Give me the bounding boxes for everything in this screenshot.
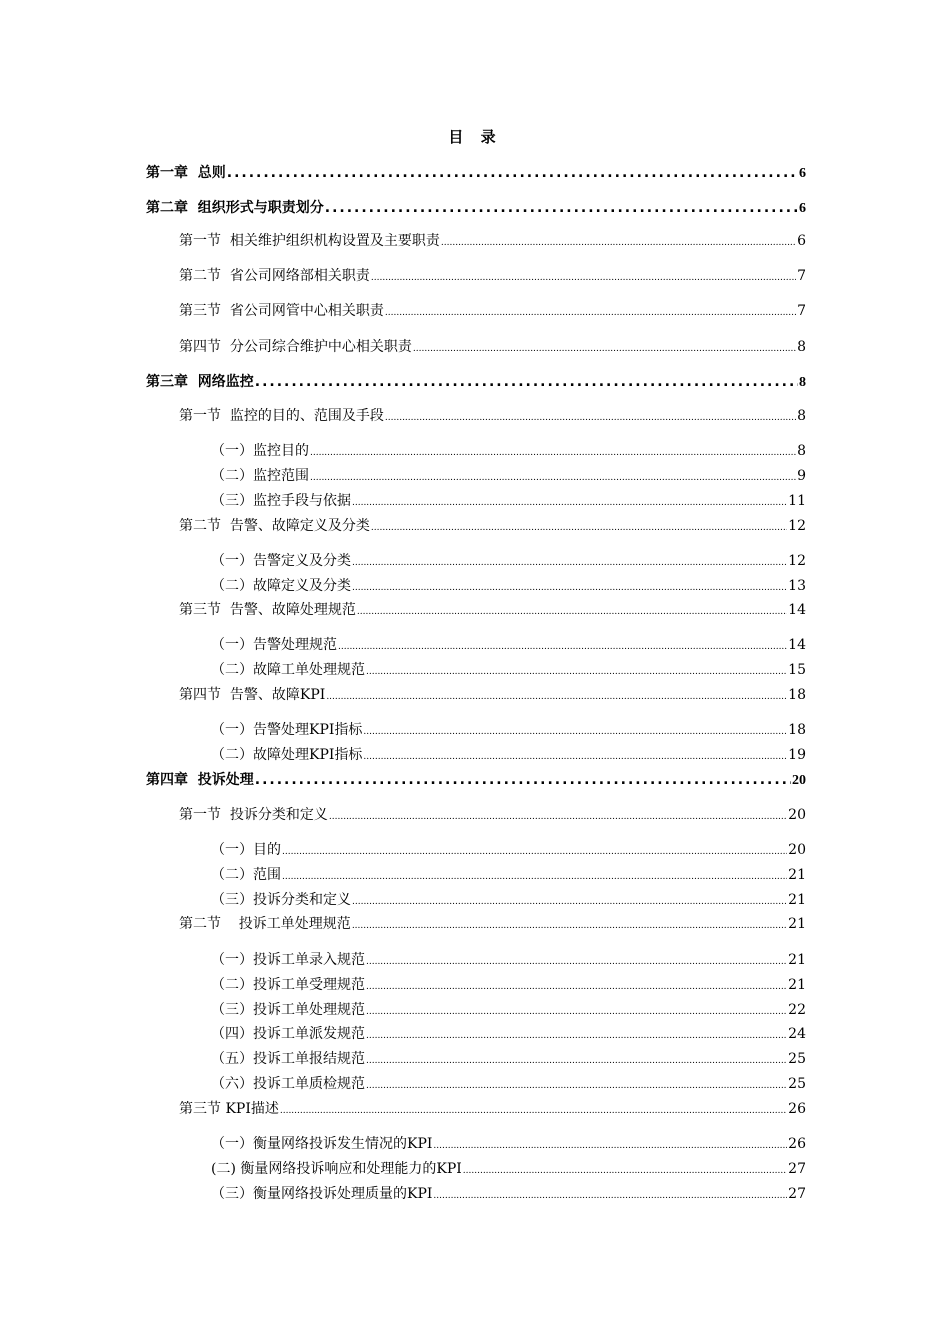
toc-entry-label: 第四节 告警、故障KPI [179, 687, 326, 703]
dot-leader [282, 840, 787, 862]
toc-entry-page: 7 [797, 268, 806, 284]
toc-entry[interactable] [211, 890, 806, 910]
toc-entry-page: 26 [788, 1101, 806, 1117]
toc-entry-label: （二）监控范围 [211, 468, 309, 484]
toc-entry-label: （二）投诉工单受理规范 [211, 977, 365, 993]
toc-entry-label: （三）监控手段与依据 [211, 493, 351, 509]
toc-entry[interactable] [179, 231, 806, 251]
toc-entry-label: （二）故障处理KPI指标 [211, 747, 363, 763]
toc-entry-page: 22 [788, 1002, 806, 1018]
dot-leader [280, 1099, 787, 1121]
toc-entry[interactable] [179, 1099, 806, 1119]
toc-entry-label: （二）范围 [211, 867, 281, 883]
toc-entry[interactable] [146, 198, 806, 218]
toc-entry[interactable] [211, 1184, 806, 1204]
dot-leader [413, 337, 796, 359]
toc-entry-page: 24 [788, 1026, 806, 1042]
dot-leader [433, 1184, 787, 1206]
toc-entry[interactable] [211, 975, 806, 995]
dot-leader [352, 551, 787, 573]
dot-leader [325, 198, 798, 218]
toc-entry-page: 14 [788, 637, 806, 653]
toc-entry-label: （五）投诉工单报结规范 [211, 1051, 365, 1067]
toc-entry-label: （一）投诉工单录入规范 [211, 952, 365, 968]
toc-entry[interactable] [179, 337, 806, 357]
toc-entry-page: 12 [788, 518, 806, 534]
dot-leader [326, 685, 787, 707]
toc-entry-page: 12 [788, 553, 806, 569]
toc-entry[interactable] [211, 441, 806, 461]
toc-entry-label: 第二节 告警、故障定义及分类 [179, 518, 370, 534]
toc-entry[interactable] [179, 516, 806, 536]
dot-leader [255, 770, 791, 790]
dot-leader [310, 466, 796, 488]
toc-entry-page: 27 [788, 1161, 806, 1177]
dot-leader [385, 301, 796, 323]
toc-entry-page: 6 [799, 166, 806, 181]
toc-entry[interactable] [179, 914, 806, 934]
dot-leader [433, 1134, 787, 1156]
dot-leader [366, 1024, 787, 1046]
toc-entry-page: 14 [788, 602, 806, 618]
toc-entry[interactable] [211, 1024, 806, 1044]
toc-entry-label: （三）投诉分类和定义 [211, 892, 351, 908]
toc-entry[interactable] [211, 950, 806, 970]
toc-entry-page: 6 [797, 233, 806, 249]
toc-entry-page: 6 [799, 201, 806, 216]
toc-entry[interactable] [211, 466, 806, 486]
dot-leader [338, 635, 787, 657]
toc-entry[interactable] [211, 1159, 806, 1179]
toc-entry-label: （四）投诉工单派发规范 [211, 1026, 365, 1042]
toc-entry-page: 20 [788, 807, 806, 823]
toc-entry[interactable] [211, 1000, 806, 1020]
dot-leader [357, 600, 787, 622]
toc-entry-page: 21 [788, 867, 806, 883]
dot-leader [441, 231, 796, 253]
toc-entry-page: 8 [799, 375, 806, 390]
toc-entry-page: 21 [788, 977, 806, 993]
toc-entry[interactable] [179, 600, 806, 620]
toc-entry-page: 8 [797, 339, 806, 355]
dot-leader [352, 890, 787, 912]
toc-entry-label: 第一章 总则 [146, 165, 226, 181]
dot-leader [282, 865, 787, 887]
toc-entry[interactable] [211, 1074, 806, 1094]
toc-entry-label: 第三节 省公司网管中心相关职责 [179, 303, 384, 319]
toc-entry-label: （六）投诉工单质检规范 [211, 1076, 365, 1092]
toc-entry-page: 8 [797, 408, 806, 424]
toc-entry-page: 11 [788, 493, 806, 509]
dot-leader [352, 914, 787, 936]
toc-entry-page: 20 [788, 842, 806, 858]
toc-entry-page: 8 [797, 443, 806, 459]
dot-leader [371, 266, 796, 288]
toc-entry-label: 第三章 网络监控 [146, 374, 254, 390]
toc-entry[interactable] [179, 406, 806, 426]
toc-entry[interactable] [211, 840, 806, 860]
toc-entry-page: 9 [797, 468, 806, 484]
toc-entry-label: （一）衡量网络投诉发生情况的KPI [211, 1136, 433, 1152]
toc-entry[interactable] [146, 372, 806, 392]
toc-entry[interactable] [211, 865, 806, 885]
toc-entry[interactable] [211, 635, 806, 655]
toc-entry-label: （一）监控目的 [211, 443, 309, 459]
toc-entry[interactable] [179, 805, 806, 825]
toc-entry-label: （一）告警处理KPI指标 [211, 722, 363, 738]
toc-entry-label: 第三节 KPI描述 [179, 1101, 279, 1117]
toc-entry[interactable] [179, 266, 806, 286]
dot-leader [366, 1074, 787, 1096]
dot-leader [255, 372, 798, 392]
toc-entry-label: 第一节 监控的目的、范围及手段 [179, 408, 384, 424]
dot-leader [366, 975, 787, 997]
toc-entry[interactable] [211, 720, 806, 740]
toc-entry[interactable] [211, 491, 806, 511]
dot-leader [366, 660, 787, 682]
toc-entry-page: 18 [788, 722, 806, 738]
toc-entry[interactable] [179, 301, 806, 321]
toc-title: 目 录 [448, 128, 502, 146]
toc-entry-label: 第四节 分公司综合维护中心相关职责 [179, 339, 412, 355]
toc-entry-page: 25 [788, 1076, 806, 1092]
toc-entry-page: 25 [788, 1051, 806, 1067]
toc-entry-page: 13 [788, 578, 806, 594]
toc-entry-label: （一）目的 [211, 842, 281, 858]
toc-entry[interactable] [211, 1134, 806, 1154]
dot-leader [352, 491, 787, 513]
toc-entry[interactable] [211, 576, 806, 596]
toc-entry-label: 第四章 投诉处理 [146, 772, 254, 788]
dot-leader [371, 516, 787, 538]
toc-entry[interactable] [211, 551, 806, 571]
dot-leader [227, 163, 798, 183]
toc-entry-page: 18 [788, 687, 806, 703]
dot-leader [329, 805, 787, 827]
toc-entry-label: 第一节 相关维护组织机构设置及主要职责 [179, 233, 440, 249]
toc-entry[interactable] [146, 163, 806, 183]
toc-entry-page: 26 [788, 1136, 806, 1152]
toc-entry[interactable] [211, 1049, 806, 1069]
dot-leader [463, 1159, 787, 1181]
toc-entry-page: 27 [788, 1186, 806, 1202]
dot-leader [310, 441, 796, 463]
toc-entry-label: 第三节 告警、故障处理规范 [179, 602, 356, 618]
toc-entry[interactable] [211, 660, 806, 680]
toc-entry-label: （三）投诉工单处理规范 [211, 1002, 365, 1018]
toc-entry[interactable] [211, 745, 806, 765]
toc-entry-label: （一）告警处理规范 [211, 637, 337, 653]
toc-entry[interactable] [146, 770, 806, 790]
toc-entry-label: （一）告警定义及分类 [211, 553, 351, 569]
toc-entry-label: 第二章 组织形式与职责划分 [146, 200, 324, 216]
toc-entry-label: (二) 衡量网络投诉响应和处理能力的KPI [211, 1161, 462, 1177]
toc-entry-page: 20 [792, 773, 806, 788]
dot-leader [352, 576, 787, 598]
toc-entry-label: 第一节 投诉分类和定义 [179, 807, 328, 823]
toc-entry-label: （二）故障定义及分类 [211, 578, 351, 594]
toc-entry[interactable] [179, 685, 806, 705]
toc-entry-page: 19 [788, 747, 806, 763]
toc-entry-label: 第二节 省公司网络部相关职责 [179, 268, 370, 284]
toc-entry-page: 21 [788, 892, 806, 908]
toc-entry-page: 21 [788, 952, 806, 968]
toc-entry-label: 第二节 投诉工单处理规范 [179, 916, 351, 932]
dot-leader [366, 950, 787, 972]
toc-entry-label: （二）故障工单处理规范 [211, 662, 365, 678]
toc-entry-page: 21 [788, 916, 806, 932]
dot-leader [363, 745, 787, 767]
dot-leader [366, 1049, 787, 1071]
toc-entry-page: 7 [797, 303, 806, 319]
dot-leader [385, 406, 796, 428]
dot-leader [366, 1000, 787, 1022]
toc-entry-page: 15 [788, 662, 806, 678]
dot-leader [363, 720, 787, 742]
toc-entry-label: （三）衡量网络投诉处理质量的KPI [211, 1186, 433, 1202]
